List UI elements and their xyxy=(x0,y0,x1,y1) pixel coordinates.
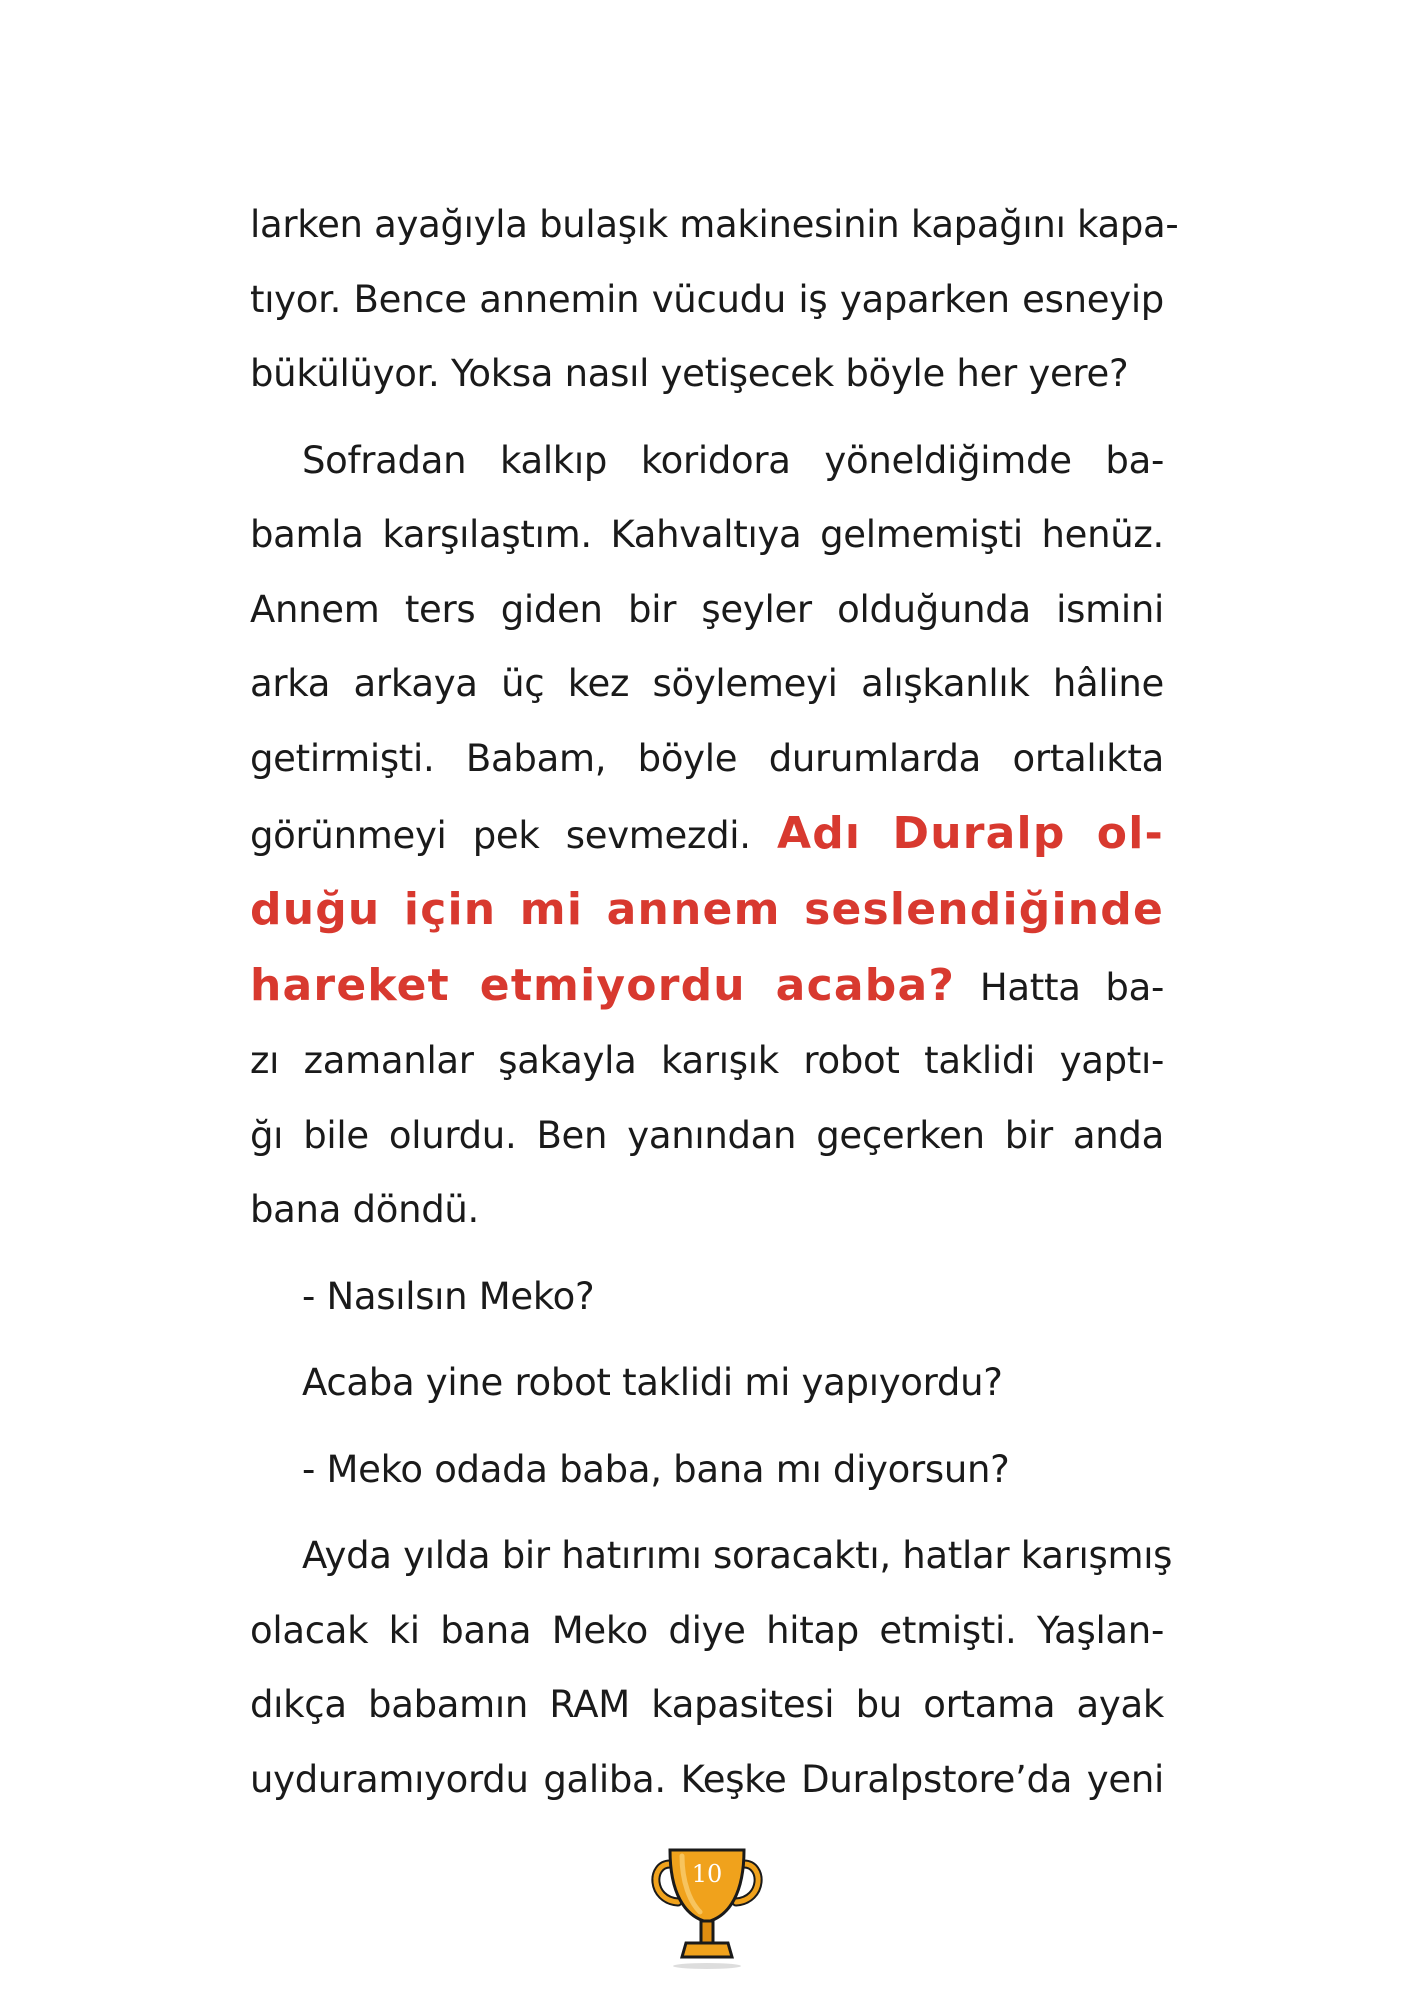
text-segment: görünmeyi pek sevmezdi. xyxy=(250,814,751,857)
text-line: dıkça babamın RAM kapasitesi bu ortama ayak xyxy=(250,1683,1164,1726)
text-line-mixed xyxy=(250,948,1164,1024)
trophy-icon xyxy=(648,1842,766,1972)
text-line: Annem ters giden bir şeyler olduğunda ismini xyxy=(250,587,1164,631)
text-line: Ayda yılda bir hatırımı soracaktı, hatlar karışmış xyxy=(302,1534,1173,1577)
text-line: bana döndü. xyxy=(250,1188,480,1231)
text-line: uyduramıyordu galiba. Keşke Duralpstore’da yeni xyxy=(250,1757,1164,1801)
highlighted-question: hareket etmiyordu acaba? xyxy=(250,960,956,1011)
text-line: tıyor. Bence annemin vücudu iş yaparken esneyip xyxy=(250,277,1164,321)
text-line: bükülüyor. Yoksa nasıl yetişecek böyle her yere? xyxy=(250,352,1129,395)
body-text xyxy=(250,188,1179,1817)
text-line: bamla karşılaştım. Kahvaltıya gelmemişti henüz. xyxy=(250,513,1164,556)
highlighted-question: Adı Duralp ol- xyxy=(776,808,1164,859)
dialogue-line: - Meko odada baba, bana mı diyorsun? xyxy=(302,1447,1010,1491)
text-line: Sofradan kalkıp koridora yöneldiğimde ba- xyxy=(302,438,1164,482)
text-line: ğı bile olurdu. Ben yanından geçerken bir anda xyxy=(250,1113,1164,1157)
text-line: getirmişti. Babam, böyle durumlarda ortalıkta xyxy=(250,736,1164,780)
text-segment: Hatta ba- xyxy=(979,966,1164,1009)
text-line: olacak ki bana Meko diye hitap etmişti. Yaşlan- xyxy=(250,1608,1164,1652)
text-line: larken ayağıyla bulaşık makinesinin kapağını kapa- xyxy=(250,203,1179,246)
dialogue-line: - Nasılsın Meko? xyxy=(302,1274,595,1318)
text-line: Acaba yine robot taklidi mi yapıyordu? xyxy=(302,1361,1003,1404)
text-line: arka arkaya üç kez söylemeyi alışkanlık hâline xyxy=(250,662,1164,705)
text-line-highlight xyxy=(250,872,1164,948)
highlighted-question: duğu için mi annem seslendiğinde xyxy=(250,884,1164,935)
text-line-mixed xyxy=(250,796,1164,872)
text-line: zı zamanlar şakayla karışık robot taklidi yaptı- xyxy=(250,1039,1164,1082)
page-number: 10 xyxy=(691,1860,723,1888)
